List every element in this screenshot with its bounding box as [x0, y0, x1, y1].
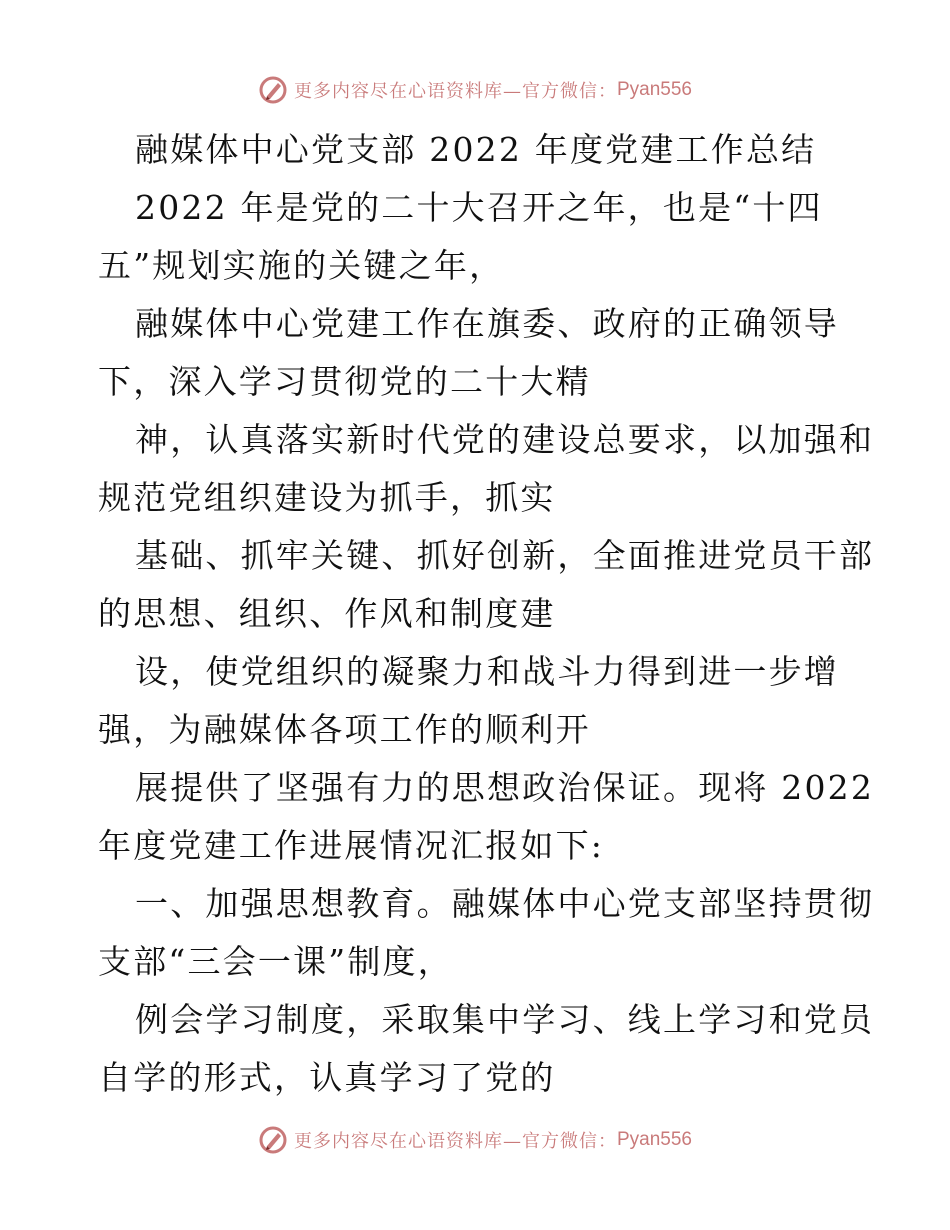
paragraph-line: 神，认真落实新时代党的建设总要求，以加强和 [135, 420, 875, 459]
paragraph-line: 设，使党组织的凝聚力和战斗力得到进一步增 [135, 652, 839, 691]
paragraph-line: 年度党建工作进展情况汇报如下: [98, 826, 605, 865]
paragraph-line: 的思想、组织、作风和制度建 [98, 594, 556, 633]
watermark-wechat-id: Pyan556 [616, 1129, 692, 1150]
paragraph-line: 强，为融媒体各项工作的顺利开 [98, 710, 591, 749]
paragraph-line: 支部“三会一课”制度， [98, 942, 453, 981]
paragraph-line: 例会学习制度，采取集中学习、线上学习和党员 [135, 1000, 875, 1039]
watermark-text: 更多内容尽在心语资料库—官方微信： [293, 81, 617, 102]
section-heading-line: 一、加强思想教育。融媒体中心党支部坚持贯彻 [135, 884, 875, 923]
paragraph-line: 自学的形式，认真学习了党的 [98, 1058, 556, 1097]
watermark-banner-top [0, 70, 950, 110]
paragraph-line: 五”规划实施的关键之年， [98, 246, 505, 285]
pen-circle-icon [258, 1125, 288, 1155]
paragraph-line: 下，深入学习贯彻党的二十大精 [98, 362, 591, 401]
document-title: 融媒体中心党支部 2022 年度党建工作总结 [135, 130, 817, 169]
watermark-wechat-id: Pyan556 [616, 79, 692, 100]
paragraph-line: 展提供了坚强有力的思想政治保证。现将 2022 [135, 768, 875, 807]
watermark-text: 更多内容尽在心语资料库—官方微信： [293, 1131, 617, 1152]
watermark-banner-bottom [0, 1120, 950, 1160]
pen-circle-icon [258, 75, 288, 105]
paragraph-line: 2022 年是党的二十大召开之年，也是“十四 [135, 188, 823, 227]
paragraph-line: 规范党组织建设为抓手，抓实 [98, 478, 556, 517]
paragraph-line: 融媒体中心党建工作在旗委、政府的正确领导 [135, 304, 839, 343]
paragraph-line: 基础、抓牢关键、抓好创新，全面推进党员干部 [135, 536, 875, 575]
